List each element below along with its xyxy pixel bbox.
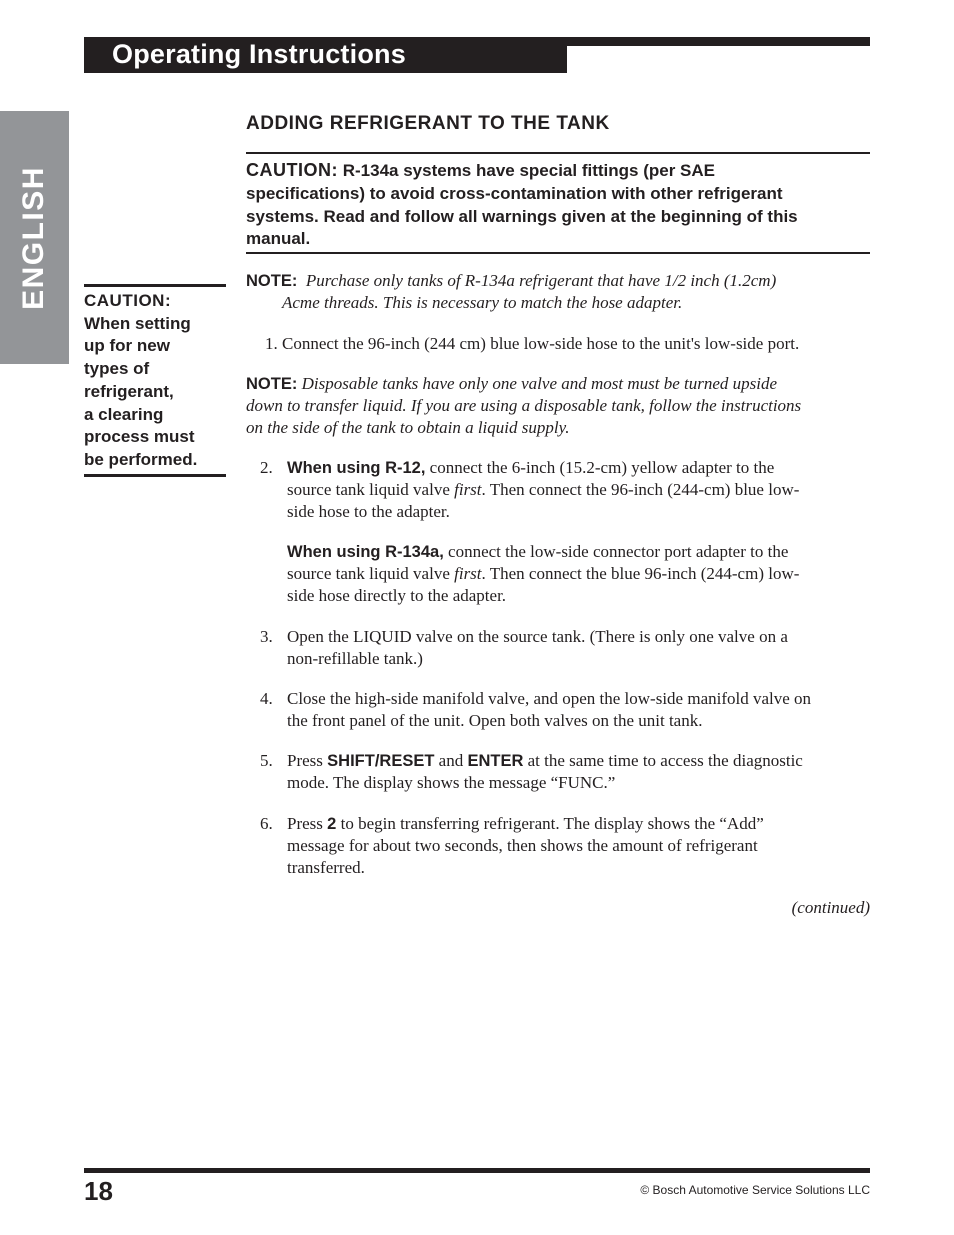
note-text: Purchase only tanks of R-134a refrigerant that have 1/2 inch (1.2cm)	[305, 271, 777, 290]
step-text: Press	[287, 751, 323, 770]
key-enter: ENTER	[467, 752, 524, 770]
note-disposable-tanks	[246, 373, 870, 439]
step-4	[260, 688, 870, 732]
side-caution-line: a clearing	[84, 404, 164, 424]
side-caution-label: CAUTION:	[84, 291, 172, 310]
side-caution-line: process must	[84, 427, 195, 447]
step-text: Close the high-side manifold valve, and open the low-side manifold valve on	[287, 689, 812, 708]
caution-line: specifications) to avoid cross-contamination with other refrigerant	[246, 183, 783, 203]
step-text: Press	[287, 814, 323, 833]
note-text: Disposable tanks have only one valve and most must be turned upside	[301, 374, 778, 393]
side-caution-line: refrigerant,	[84, 381, 174, 401]
note-text: down to transfer liquid. If you are using a disposable tank, follow the instructions	[246, 396, 802, 415]
step-text: source tank liquid valve	[287, 564, 450, 583]
note-label: NOTE:	[246, 272, 298, 290]
side-caution-top-rule	[84, 284, 226, 287]
step-text: non-refillable tank.)	[287, 649, 423, 668]
step-6	[260, 813, 870, 879]
side-caution-line: types of	[84, 359, 150, 379]
step-3	[260, 626, 870, 670]
caution-box	[246, 159, 870, 251]
step-text: transferred.	[287, 858, 365, 877]
key-2: 2	[327, 815, 337, 833]
caution-line: R-134a systems have special fittings (per SAE	[342, 161, 715, 180]
step-text: message for about two seconds, then shows the amount of refrigerant	[287, 836, 758, 855]
step-text: Open the LIQUID valve on the source tank. (There is only one valve on a	[287, 627, 788, 646]
side-caution-line: When setting	[84, 313, 191, 333]
step-number: 5.	[260, 751, 273, 770]
step-number: 6.	[260, 814, 273, 833]
page-number: 18	[84, 1176, 113, 1206]
step-emphasis-italic: first	[454, 480, 482, 499]
key-shift-reset: SHIFT/RESET	[327, 752, 435, 770]
step-text: . Then connect the blue 96-inch (244-cm) low-	[481, 564, 800, 583]
step-text: the front panel of the unit. Open both valves on the unit tank.	[287, 711, 703, 730]
step-number: 3.	[260, 627, 273, 646]
caution-label: CAUTION:	[246, 160, 338, 180]
step-5	[260, 750, 870, 794]
note-hose-adapter	[246, 270, 870, 314]
caution-top-rule	[246, 152, 870, 154]
step-text: mode. The display shows the message “FUNC.”	[287, 773, 616, 792]
step-text: connect the low-side connector port adapter to the	[448, 542, 789, 561]
continued-note: (continued)	[791, 898, 870, 917]
note-text: Acme threads. This is necessary to match the hose adapter.	[282, 293, 683, 312]
step-emphasis: When using R-12,	[287, 459, 426, 477]
step-text: at the same time to access the diagnostic	[527, 751, 803, 770]
step-text: source tank liquid valve	[287, 480, 450, 499]
step-text: connect the 6-inch (15.2-cm) yellow adapter to the	[429, 458, 775, 477]
footer-rule	[84, 1168, 870, 1173]
caution-line: manual.	[246, 229, 311, 249]
step-2	[260, 457, 870, 523]
step-text: . Then connect the 96-inch (244-cm) blue low-	[481, 480, 800, 499]
side-caution-bottom-rule	[84, 474, 226, 477]
caution-bottom-rule	[246, 252, 870, 254]
step-emphasis: When using R-134a,	[287, 543, 444, 561]
section-title: ADDING REFRIGERANT TO THE TANK	[246, 113, 610, 134]
step-1: 1. Connect the 96-inch (244 cm) blue low-side hose to the unit's low-side port.	[265, 334, 800, 353]
note-text: on the side of the tank to obtain a liquid supply.	[246, 418, 570, 437]
caution-line: systems. Read and follow all warnings given at the beginning of this	[246, 206, 798, 226]
step-number: 4.	[260, 689, 273, 708]
side-caution-line: up for new	[84, 336, 170, 356]
step-emphasis-italic: first	[454, 564, 482, 583]
step-2-r134a	[260, 541, 870, 607]
side-caution-line: be performed.	[84, 449, 198, 469]
copyright: © Bosch Automotive Service Solutions LLC	[640, 1183, 870, 1197]
step-text: and	[438, 751, 464, 770]
step-text: side hose directly to the adapter.	[287, 586, 507, 605]
step-text: side hose to the adapter.	[287, 502, 450, 521]
page-title: Operating Instructions	[112, 39, 406, 69]
side-caution	[84, 290, 226, 472]
step-text: to begin transferring refrigerant. The display shows the “Add”	[340, 814, 764, 833]
note-label: NOTE:	[246, 375, 298, 393]
step-number: 2.	[260, 458, 273, 477]
language-tab-label: ENGLISH	[17, 166, 50, 310]
